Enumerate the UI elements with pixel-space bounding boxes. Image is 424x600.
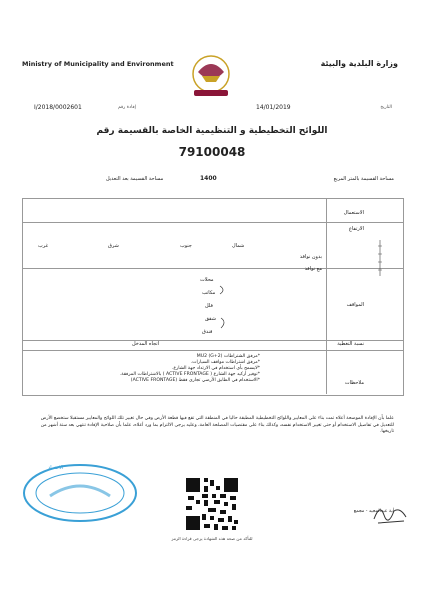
reference-number: I/2018/0002601	[34, 104, 82, 111]
reference-label: إفادة رقم	[118, 105, 136, 110]
entrance-label: اتجاه المدخل	[132, 341, 160, 347]
stamp-text: الاعتماد	[48, 465, 64, 471]
setback-side-label-icon	[376, 238, 384, 278]
note-item: *توفير أركيد جهة الشارع ( ACTIVE FRONTAGE ) بالاشتراطات المرفقة.	[119, 372, 260, 377]
parking-item-apartments: شقق	[205, 316, 216, 322]
issue-date: 14/01/2019	[256, 104, 291, 111]
height-label: الارتفاع	[348, 226, 364, 232]
table-divider	[22, 222, 403, 223]
note-item: *مرفق اشتراطات مواقف السيارات.	[190, 360, 260, 365]
date-label: التاريخ	[380, 105, 392, 110]
signature-icon	[370, 497, 410, 527]
plot-area-label: مساحة القسيمة بالمتر المربع	[333, 176, 394, 182]
parking-label: المواقف	[346, 302, 364, 308]
emblem-logo-icon	[186, 52, 236, 100]
ministry-name-ar: وزارة البلدية والبيئة	[320, 59, 398, 68]
parking-marks-icon	[218, 282, 228, 334]
use-label: الاستعمال	[343, 210, 364, 216]
ministry-name-en: Ministry of Municipality and Environment	[22, 60, 174, 68]
table-divider	[326, 198, 327, 394]
parking-item-villas: فلل	[205, 303, 213, 309]
notes-list	[100, 354, 260, 384]
table-divider	[22, 268, 403, 269]
notes-label: ملاحظات	[344, 380, 364, 386]
direction-north: شمال	[232, 243, 245, 249]
parking-item-offices: مكاتب	[202, 290, 216, 296]
qr-code-icon[interactable]	[184, 476, 240, 532]
parking-item-shops: محلات	[200, 277, 214, 283]
with-windows-label: مع نوافذ	[304, 266, 322, 272]
document-title: اللوائح التخطيطية و التنظيمية الخاصة بالقسيمة رقم	[96, 126, 328, 136]
note-item: *مرفق الشتراطات MU2 (G+2)	[196, 354, 260, 359]
plot-area-value: 1400	[200, 175, 217, 182]
coverage-label: نسبة التغطية	[337, 341, 364, 347]
note-item: *لايسمح بأي استخدام في الارتداد جهة الشارع.	[171, 366, 260, 371]
adjusted-area-label: مساحة القسيمة بعد التعديل	[106, 176, 164, 182]
direction-south: جنوب	[180, 243, 192, 249]
disclaimer-text: علما بأن الإفادة الموضحة أعلاه تمت بناء على المعايير واللوائح التخطيطية المطبقة حاليا في المنطقة التي تقع فيها قطعة الأرض وفي حال تغيير تلك اللوائح والمعايير مستقبلا ستخضع الأرض للتعديل في تفاصيل الاستخدام أو حتى تغيير الاستخدام نفسه، وكذلك بناء على مقتضيات المصلحة العامة، وعليه يرجى الالتزام بما ورد أعلاه، علما بأن صلاحية الإفادة تنتهي بعد ستة أشهر من تاريخها.	[40, 416, 394, 434]
parking-item-hotel: فندق	[202, 329, 213, 335]
direction-east: شرق	[108, 243, 119, 249]
approval-stamp-icon	[20, 460, 140, 526]
note-item: *الاستخدام في الطابق الأرضي تجاري فقط (ACTIVE FRONTAGE)	[130, 378, 260, 383]
signatory-name: أية عبدالمجيد - مجمع	[353, 509, 394, 514]
direction-west: غرب	[38, 243, 49, 249]
qr-caption: للتأكد من صحة هذه الشهادة يرجى قراءة الرمز	[171, 536, 253, 541]
no-windows-label: بدون نوافذ	[299, 254, 322, 260]
table-divider	[22, 350, 403, 351]
plot-number: 79100048	[178, 145, 246, 159]
